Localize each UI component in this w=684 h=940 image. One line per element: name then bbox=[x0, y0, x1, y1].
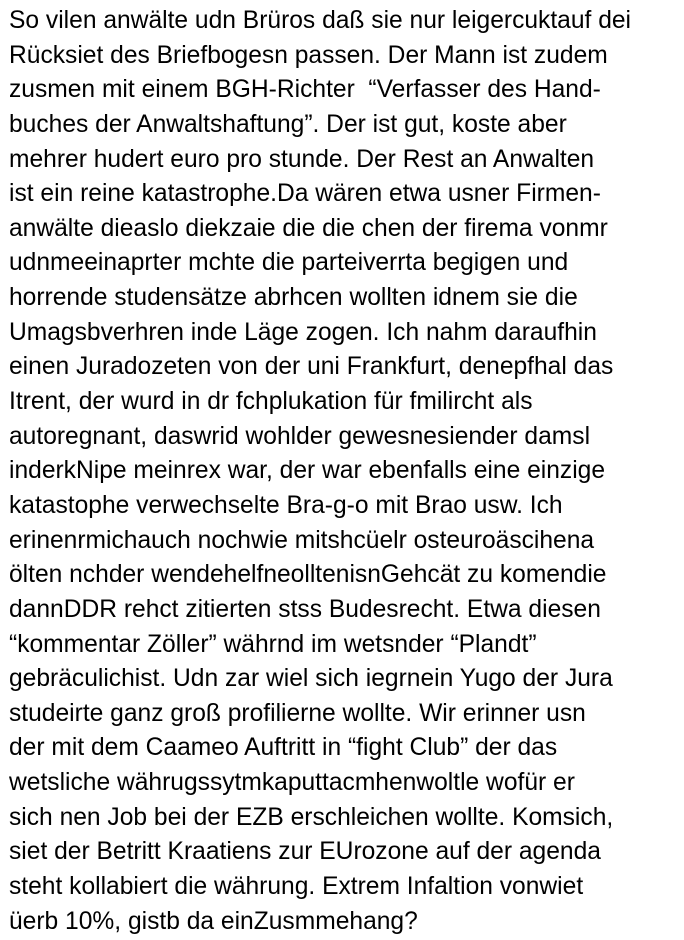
text-line: autoregnant, daswrid wohlder gewesnesiender damsl bbox=[9, 422, 591, 450]
text-line: dannDDR rehct zitierten stss Budesrecht. Etwa diesen bbox=[9, 595, 601, 623]
text-line: inderkNipe meinrex war, der war ebenfalls eine einzige bbox=[9, 457, 606, 485]
text-line: studeirte ganz groß profilierne wollte. Wir erinner usn bbox=[9, 699, 586, 727]
text-line: Rücksiet des Briefbogesn passen. Der Mann ist zudem bbox=[9, 41, 608, 69]
text-line: Umagsbverhren inde Läge zogen. Ich nahm daraufhin bbox=[9, 318, 597, 346]
text-line: udnmeeinaprter mchte die parteiverrta begigen und bbox=[9, 249, 569, 277]
text-line: wetsliche währugssytmkaputtacmhenwoltle wofür er bbox=[9, 769, 575, 797]
text-line: ist ein reine katastrophe.Da wären etwa usner Firmen- bbox=[9, 180, 601, 208]
text-line: mehrer hudert euro pro stunde. Der Rest an Anwalten bbox=[9, 145, 595, 173]
body-text bbox=[9, 4, 679, 939]
text-line: der mit dem Caameo Auftritt in “fight Club” der das bbox=[9, 734, 558, 762]
text-line: siet der Betritt Kraatiens zur EUrozone auf der agenda bbox=[9, 838, 601, 866]
text-line: üerb 10%, gistb da einZusmmehang? bbox=[9, 907, 418, 935]
text-line: “kommentar Zöller” währnd im wetsnder “Plandt” bbox=[9, 630, 537, 658]
text-line: So vilen anwälte udn Brüros daß sie nur leigercuktauf dei bbox=[9, 7, 632, 34]
text-line: zusmen mit einem BGH-Richter “Verfasser des Hand- bbox=[9, 76, 601, 104]
text-line: ölten nchder wendehelfneolltenisnGehcät zu komendie bbox=[9, 561, 607, 589]
text-line: buches der Anwaltshaftung”. Der ist gut, koste aber bbox=[9, 110, 567, 138]
text-line: sich nen Job bei der EZB erschleichen wollte. Komsich, bbox=[9, 803, 614, 831]
text-line: steht kollabiert die währung. Extrem Infaltion vonwiet bbox=[9, 873, 584, 901]
text-line: Itrent, der wurd in dr fchplukation für fmilircht als bbox=[9, 388, 533, 416]
text-line: horrende studensätze abrhcen wollten idnem sie die bbox=[9, 284, 578, 312]
text-line: anwälte dieaslo diekzaie die die chen der firema vonmr bbox=[9, 214, 608, 242]
text-line: katastophe verwechselte Bra-g-o mit Brao usw. Ich bbox=[9, 491, 563, 519]
text-line: erinenrmichauch nochwie mitshcüelr osteuroäscihena bbox=[9, 526, 595, 554]
text-line: einen Juradozeten von der uni Frankfurt, denepfhal das bbox=[9, 353, 614, 381]
text-line: gebräculichist. Udn zar wiel sich iegrnein Yugo der Jura bbox=[9, 665, 613, 693]
